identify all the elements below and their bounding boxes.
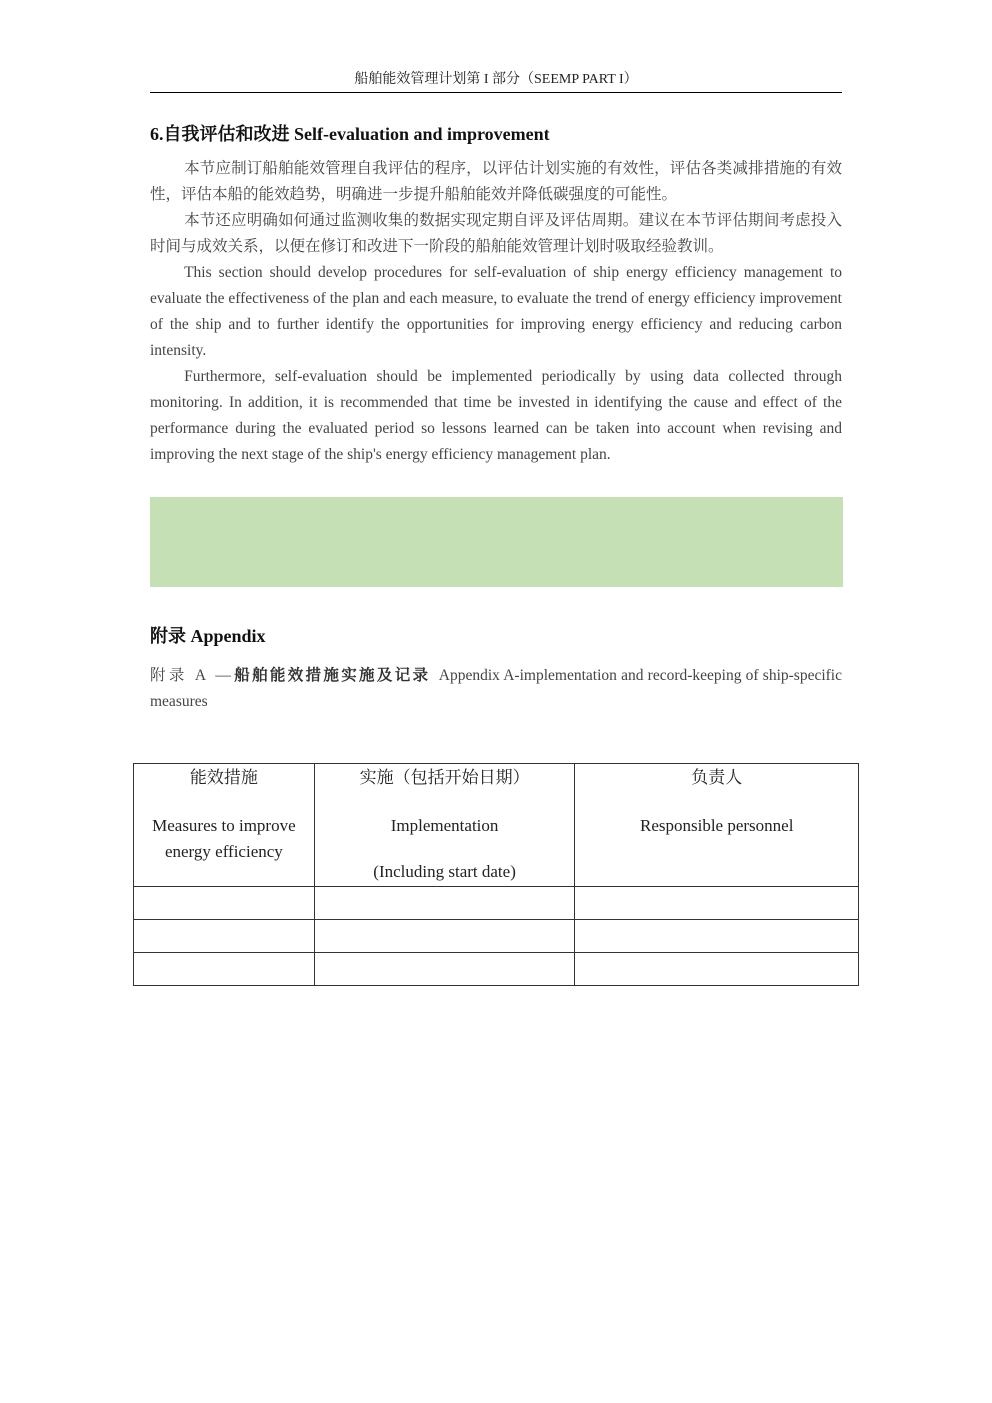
table-cell[interactable]	[575, 887, 859, 920]
paragraph-zh-2: 本节还应明确如何通过监测收集的数据实现定期自评及评估周期。建议在本节评估期间考虑投入时间与成效关系，以便在修订和改进下一阶段的船舶能效管理计划时吸取经验教训。	[150, 212, 842, 255]
table-cell[interactable]	[314, 953, 575, 986]
shaded-note-box	[150, 497, 843, 587]
column-header-measures	[134, 764, 315, 887]
section-title: 6.自我评估和改进 Self-evaluation and improvement	[150, 124, 550, 144]
table-header-row	[134, 764, 859, 887]
column-header-en: Responsible personnel	[639, 816, 794, 835]
appendix-sub-bold: 船舶能效措施实施及记录	[233, 667, 431, 684]
table-cell[interactable]	[575, 953, 859, 986]
column-header-zh: 实施（包括开始日期）	[359, 768, 530, 787]
table-cell[interactable]	[134, 887, 315, 920]
column-header-personnel	[575, 764, 859, 887]
measures-table	[133, 763, 859, 986]
table-cell[interactable]	[134, 953, 315, 986]
page-header: 船舶能效管理计划第 I 部分（SEEMP PART I）	[150, 70, 842, 93]
appendix-title: 附录 Appendix	[150, 626, 266, 646]
column-header-zh: 负责人	[691, 768, 743, 787]
section-body	[150, 156, 842, 468]
column-header-en-detail: (Including start date)	[373, 862, 516, 881]
paragraph-zh-1: 本节应制订船舶能效管理自我评估的程序，以评估计划实施的有效性，评估各类减排措施的有效性，评估本船的能效趋势，明确进一步提升船舶能效并降低碳强度的可能性。	[150, 160, 842, 203]
table-cell[interactable]	[575, 920, 859, 953]
table-row	[134, 887, 859, 920]
appendix-subtitle	[150, 663, 842, 715]
table-cell[interactable]	[134, 920, 315, 953]
table-cell[interactable]	[314, 920, 575, 953]
table-row	[134, 920, 859, 953]
paragraph-en-1: This section should develop procedures for self-evaluation of ship energy efficiency management to evaluate the effectiveness of the plan and each measure, to evaluate the trend of energy efficiency improvement of the ship and to further identify the opportunities for improving energy efficiency and reducing carbon intensity.	[150, 264, 842, 359]
table-cell[interactable]	[314, 887, 575, 920]
appendix-sub-prefix: 附录 A —	[150, 667, 234, 684]
column-header-en: Implementation	[390, 816, 499, 835]
paragraph-en-2: Furthermore, self-evaluation should be implemented periodically by using data collected through monitoring. In addition, it is recommended that time be invested in identifying the cause and effect of the performance during the evaluated period so lessons learned can be taken into account when revising and improving the next stage of the ship's energy efficiency management plan.	[150, 368, 842, 463]
appendix-sub-en: Appendix A-implementation and record-keeping of ship-specific measures	[150, 667, 842, 710]
column-header-implementation	[314, 764, 575, 887]
table-row	[134, 953, 859, 986]
column-header-en: Measures to improve energy efficiency	[152, 816, 296, 861]
column-header-zh: 能效措施	[189, 768, 258, 787]
